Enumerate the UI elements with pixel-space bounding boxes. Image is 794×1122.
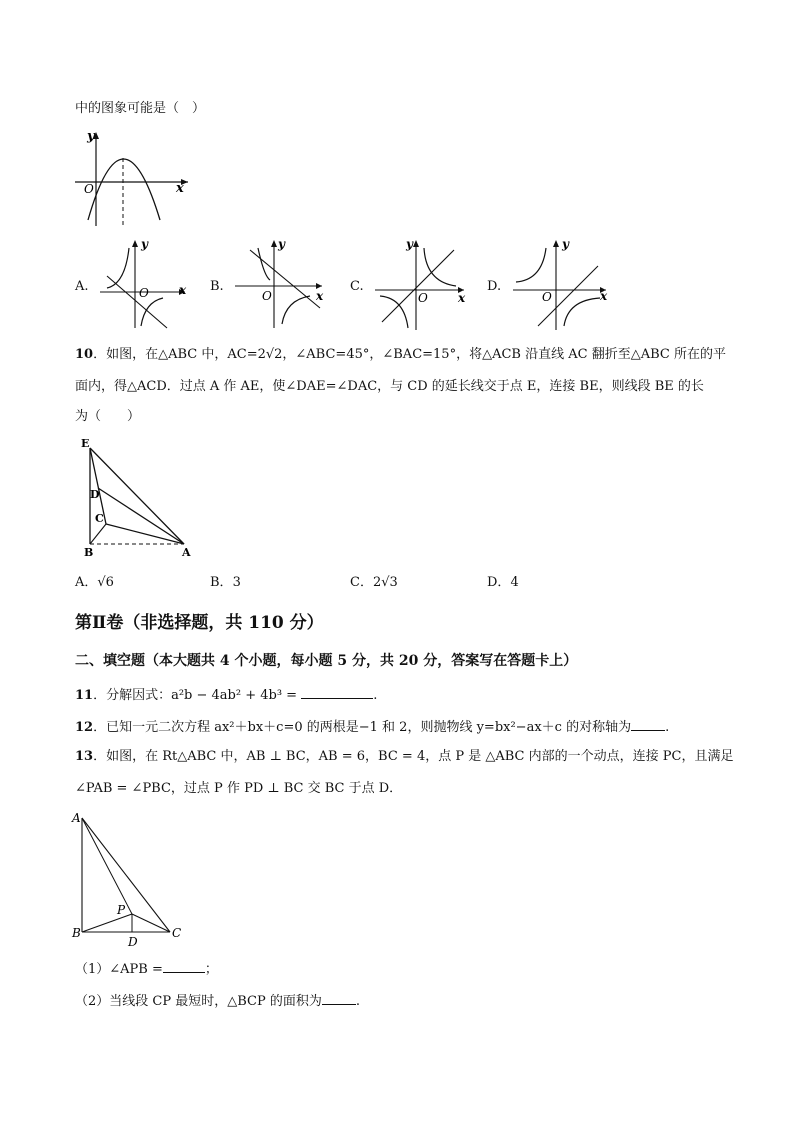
q13-label-b: B <box>72 926 81 940</box>
q9-main-x: x <box>176 181 184 196</box>
q12-number: 12 <box>75 720 94 735</box>
q10-option-d[interactable] <box>487 574 519 592</box>
q10-line1 <box>75 346 726 364</box>
q12 <box>75 718 669 737</box>
q10-label-d: D <box>90 488 100 501</box>
q11-number: 11 <box>75 688 94 703</box>
q13-label-d: D <box>128 935 138 949</box>
section2-heading: 二、填空题（本大题共 4 个小题，每小题 5 分，共 20 分，答案写在答题卡上） <box>75 653 578 669</box>
q9-option-d-o: O <box>542 290 552 304</box>
q11-end: . <box>373 688 378 703</box>
q9-option-b-graph[interactable] <box>230 236 330 331</box>
q12-text: ．已知一元二次方程 ax²＋bx＋c=0 的两根是−1 和 2，则抛物线 y=bx²−ax＋c 的对称轴为 <box>93 720 632 735</box>
q9-option-b-o: O <box>262 289 272 303</box>
q10-figure <box>78 436 198 558</box>
q9-option-a-label[interactable]: A. <box>75 279 89 294</box>
q9-option-d-label[interactable]: D. <box>487 279 502 294</box>
q10-option-b[interactable] <box>210 574 241 592</box>
q9-option-d-y: y <box>562 237 569 251</box>
q10-option-c[interactable] <box>350 574 398 592</box>
q10-option-d-label: D． <box>487 575 511 590</box>
q11-answer-blank[interactable] <box>301 686 373 699</box>
q10-option-a[interactable] <box>75 574 114 592</box>
q9-option-b-label[interactable]: B. <box>210 279 224 294</box>
q9-option-c-graph[interactable] <box>370 236 470 331</box>
q13-figure <box>72 810 192 950</box>
q10-number: 10 <box>75 347 94 362</box>
q9-option-b-y: y <box>278 237 285 251</box>
q9-option-a-o: O <box>139 286 149 300</box>
q13-sub1-end: ； <box>204 962 218 977</box>
q13-line1-text: ．如图，在 Rt△ABC 中，AB ⊥ BC，AB = 6，BC = 4，点 P 是 △ABC 内部的一个动点，连接 PC，且满足 <box>93 749 734 764</box>
q9-option-a-x: x <box>179 283 187 297</box>
q13-line1 <box>75 748 733 766</box>
q13-line2: ∠PAB = ∠PBC，过点 P 作 PD ⊥ BC 交 BC 于点 D． <box>75 781 403 796</box>
part2-title: 第Ⅱ卷（非选择题，共 110 分） <box>75 613 324 633</box>
q13-label-c: C <box>172 926 182 940</box>
q11-text: ．分解因式：a²b − 4ab² + 4b³ = <box>93 688 302 703</box>
q10-option-c-value: 2√3 <box>372 575 398 590</box>
q12-answer-blank[interactable] <box>631 718 665 731</box>
q9-option-d-x: x <box>600 289 608 303</box>
q10-option-a-label: A． <box>75 575 98 590</box>
q10-line3: 为（ ） <box>75 409 141 424</box>
q13-sub2-text: （2）当线段 CP 最短时，△BCP 的面积为 <box>75 994 322 1009</box>
q9-stem: 中的图象可能是（ ） <box>75 101 206 116</box>
q10-line1-text: ．如图，在△ABC 中，AC=2√2，∠ABC=45°，∠BAC=15°，将△ACB 沿直线 AC 翻折至△ABC 所在的平 <box>93 347 726 362</box>
q9-option-a-y: y <box>141 237 148 251</box>
q10-label-b: B <box>84 546 94 559</box>
q10-option-a-value: √6 <box>97 575 114 590</box>
q10-label-e: E <box>81 437 90 450</box>
q9-option-c-x: x <box>458 291 466 305</box>
q13-number: 13 <box>75 749 94 764</box>
q10-line2: 面内，得△ACD．过点 A 作 AE，使∠DAE=∠DAC，与 CD 的延长线交于点 E，连接 BE，则线段 BE 的长 <box>75 379 704 394</box>
q9-option-c-o: O <box>418 291 428 305</box>
q13-sub2-blank[interactable] <box>322 992 356 1005</box>
q13-label-p: P <box>117 903 126 917</box>
q11 <box>75 686 377 705</box>
q13-sub2 <box>75 992 360 1011</box>
q10-label-a: A <box>182 546 191 559</box>
q9-option-c-label[interactable]: C. <box>350 279 364 294</box>
q13-sub1-text: （1）∠APB = <box>75 962 163 977</box>
q9-option-b-x: x <box>316 289 324 303</box>
q9-main-graph <box>70 128 200 228</box>
q10-option-b-label: B． <box>210 575 233 590</box>
q10-option-d-value: 4 <box>510 575 519 590</box>
q13-sub2-end: . <box>355 994 360 1009</box>
q10-label-c: C <box>95 512 104 525</box>
q13-sub1 <box>75 960 218 979</box>
q10-option-c-label: C． <box>350 575 373 590</box>
q9-option-a-graph[interactable] <box>95 236 195 331</box>
q9-option-d-graph[interactable] <box>508 236 613 331</box>
q12-end: . <box>665 720 670 735</box>
q13-label-a: A <box>72 811 81 825</box>
q10-option-b-value: 3 <box>232 575 241 590</box>
q9-main-y: y <box>87 129 95 144</box>
q13-sub1-blank[interactable] <box>163 960 205 973</box>
q9-main-o: O <box>84 182 94 196</box>
q9-option-c-y: y <box>406 237 413 251</box>
